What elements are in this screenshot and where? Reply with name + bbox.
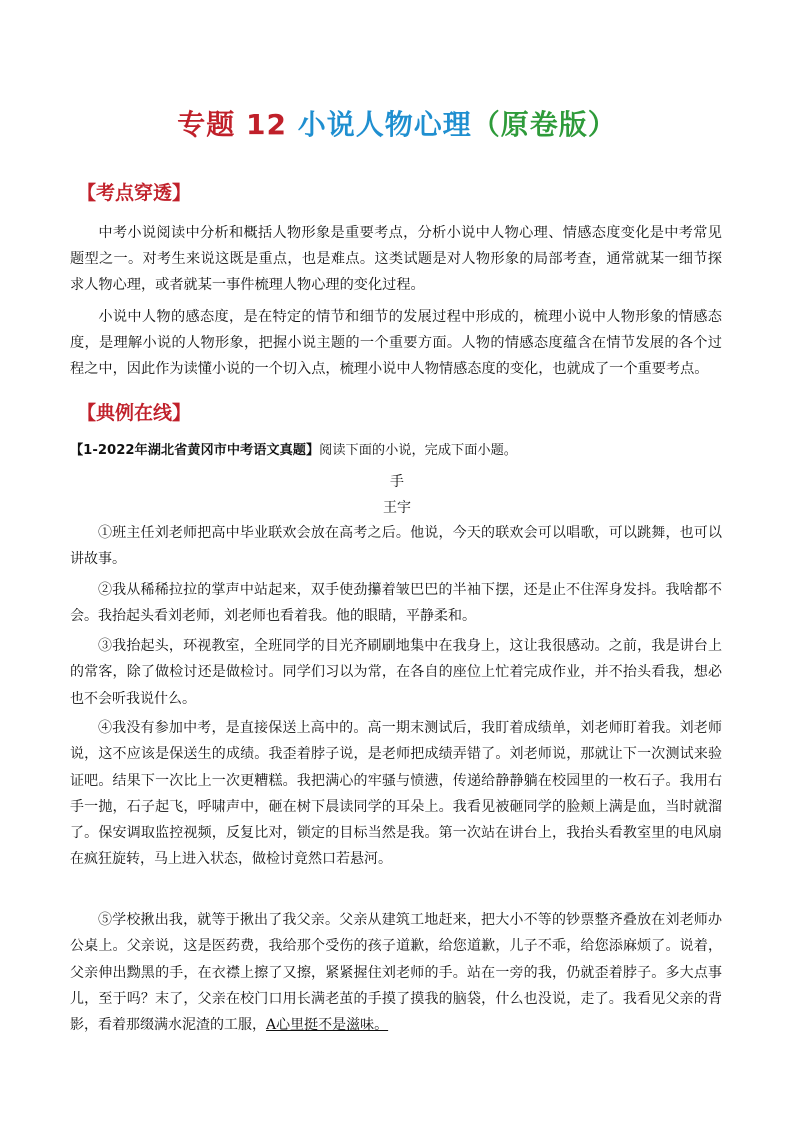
intro-paragraph-2: 小说中人物的感态度，是在特定的情节和细节的发展过程中形成的，梳理小说中人物形象的情感态度，是理解小说的人物形象，把握小说主题的一个重要方面。人物的情感态度蕴含在情节发展的各个过程之中，因此作为读懂小说的一个切入点，梳理小说中人物情感态度的变化，也就成了一个重要考点。 bbox=[70, 309, 722, 377]
story-paragraph-5 bbox=[70, 907, 722, 1038]
title-topic: 小说人物心理 bbox=[297, 108, 472, 141]
section-heading-examples: 【典例在线】 bbox=[77, 402, 192, 424]
title-version: 原卷版 bbox=[500, 108, 588, 141]
title-paren-open: （ bbox=[471, 108, 501, 141]
title-paren-close: ） bbox=[587, 108, 617, 141]
story-author: 王宇 bbox=[383, 500, 411, 516]
story-paragraph-4: ④我没有参加中考，是直接保送上高中的。高一期末测试后，我盯着成绩单，刘老师盯着我。刘老师说，这不应该是保送生的成绩。我歪着脖子说，是老师把成绩弄错了。刘老师说，那就让下一次测试来验证吧。结果下一次比上一次更糟糕。我把满心的牢骚与愤懑，传递给静静躺在校园里的一枚石子。我用右手一抛，石子起飞，呼啸声中，砸在树下晨读同学的耳朵上。我看见被砸同学的脸颊上满是血，当时就溜了。保安调取监控视频，反复比对，锁定的目标当然是我。第一次站在讲台上，我抬头看教室里的电风扇在疯狂旋转，马上进入状态，做检讨竟然口若悬河。 bbox=[70, 720, 722, 868]
story-paragraph-2: ②我从稀稀拉拉的掌声中站起来，双手使劲攥着皱巴巴的半袖下摆，还是止不住浑身发抖。我啥都不会。我抬起头看刘老师，刘老师也看着我。他的眼睛，平静柔和。 bbox=[70, 582, 722, 625]
story-paragraph-1: ①班主任刘老师把高中毕业联欢会放在高考之后。他说，今天的联欢会可以唱歌，可以跳舞，也可以讲故事。 bbox=[70, 525, 722, 568]
title-prefix: 专题 bbox=[177, 108, 236, 141]
exam-instruction: 阅读下面的小说，完成下面小题。 bbox=[319, 443, 517, 458]
story-paragraph-3: ③我抬起头，环视教室，全班同学的目光齐刷刷地集中在我身上，这让我很感动。之前，我是讲台上的常客，除了做检讨还是做检讨。同学们习以为常，在各自的座位上忙着完成作业，并不抬头看我，想必也不会听我说什么。 bbox=[70, 638, 722, 707]
section-heading-key-points: 【考点穿透】 bbox=[77, 182, 192, 204]
underlined-sentence-a: A心里挺不是滋味。 bbox=[266, 1017, 389, 1034]
exam-source: 【1-2022年湖北省黄冈市中考语文真题】 bbox=[70, 443, 320, 458]
story-paragraph-5-text: ⑤学校揪出我，就等于揪出了我父亲。父亲从建筑工地赶来，把大小不等的钞票整齐叠放在刘老师办公桌上。父亲说，这是医药费，我给那个受伤的孩子道歉，给您道歉，儿子不乖，给您添麻烦了。说着，父亲伸出黝黑的手，在衣襟上擦了又擦，紧紧握住刘老师的手。站在一旁的我，仍就歪着脖子。多大点事儿，至于吗？末了，父亲在校门口用长满老茧的手摸了摸我的脑袋，什么也没说，走了。我看见父亲的背影，看着那缀满水泥渣的工服， bbox=[70, 912, 722, 1034]
exam-source-line bbox=[70, 440, 722, 462]
story-title: 手 bbox=[390, 474, 404, 490]
intro-paragraph-1: 中考小说阅读中分析和概括人物形象是重要考点，分析小说中人物心理、情感态度变化是中考常见题型之一。对考生来说这既是重点，也是难点。这类试题是对人物形象的局部考查，通常就某一细节探求人物心理，或者就某一事件梳理人物心理的变化过程。 bbox=[70, 225, 722, 293]
title-number: 12 bbox=[245, 108, 287, 141]
page-title bbox=[0, 103, 794, 143]
